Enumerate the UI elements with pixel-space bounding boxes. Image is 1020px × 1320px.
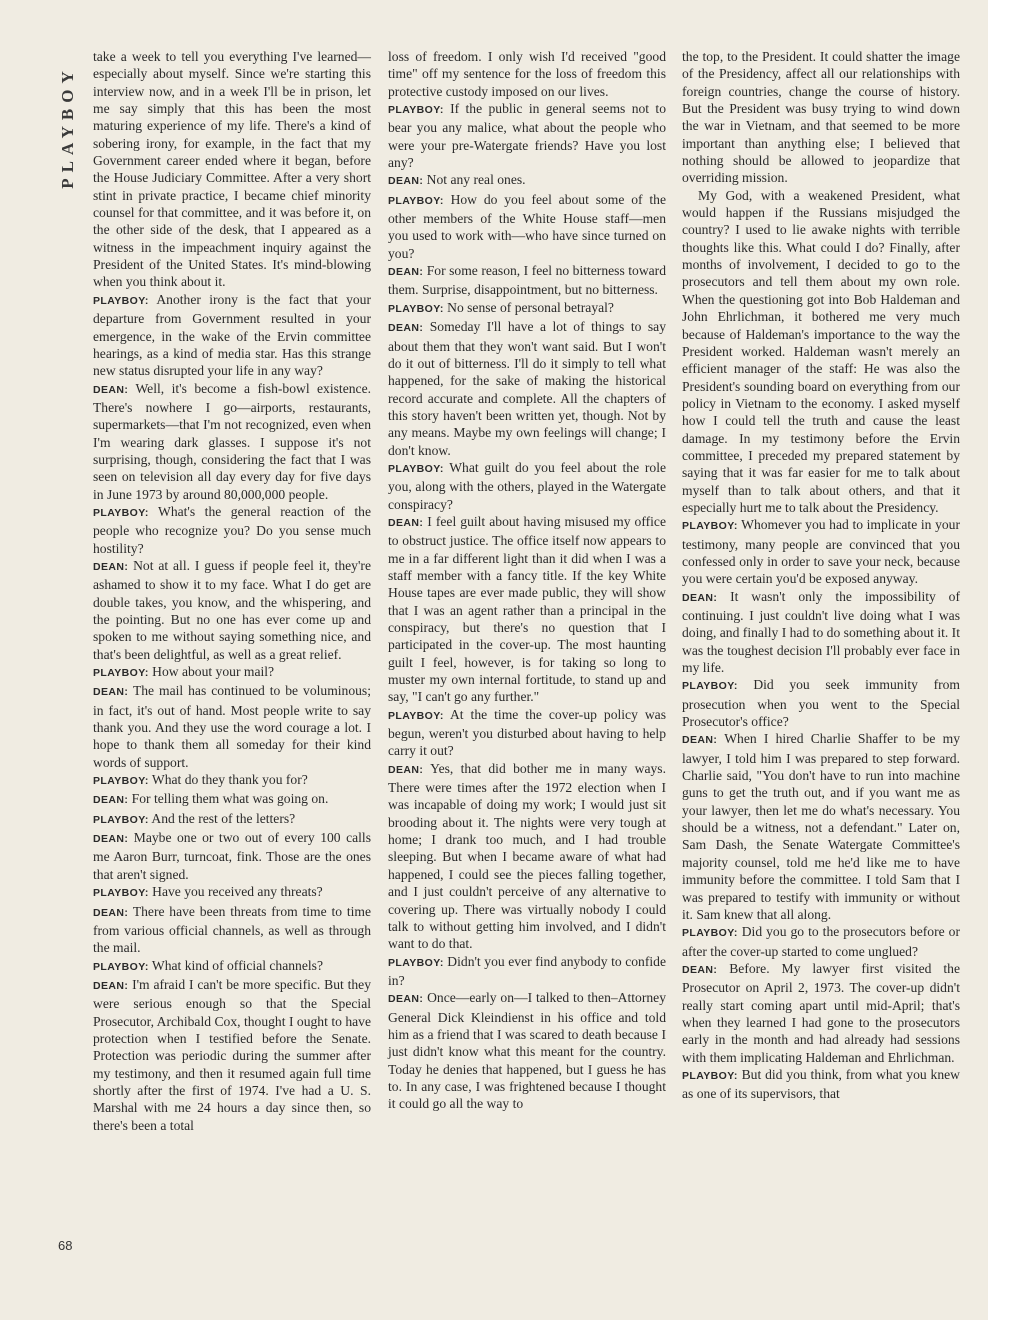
paragraph-text: Well, it's become a fish-bowl existence. There's nowhere I go—airports, restaurants, supermarkets—that I'm not recognized, even when I'm wearing dark glasses. I suppose it's not surprising, though, considering the fact that I was seen on television all day every day for five days in June 1973 by around 80,000,000 people. (93, 380, 371, 502)
paragraph-text: the top, to the President. It could shatter the image of the Presidency, affect all our relationships with foreign countries, change the course of history. But the President was busy trying to wind down the war in Vietnam, and that seemed to be more important than anything else; I believed that nothing should be allowed to jeopardize that overriding mission. (682, 49, 960, 186)
speaker-label: DEAN: (93, 560, 129, 573)
speaker-label: PLAYBOY: (93, 667, 149, 680)
speaker-label: DEAN: (388, 266, 424, 279)
paragraph-text: And the rest of the letters? (151, 810, 296, 826)
speaker-label: DEAN: (682, 963, 718, 976)
paragraph-text: The mail has continued to be voluminous; in fact, it's out of hand. Most people write to say thank you. And they use the word courage a lot. I hope to thank them all someday for their kind words of support. (93, 683, 371, 770)
body-paragraph (388, 48, 666, 100)
interview-exchange (93, 503, 371, 557)
speaker-label: PLAYBOY: (93, 775, 149, 788)
interview-exchange (93, 829, 371, 883)
text-column-2 (388, 48, 666, 1113)
paragraph-text: I'm afraid I can't be more specific. But they were serious enough so that the Special Prosecutor, Archibald Cox, thought I ought to have protection when I testified before the Senate. Protection was periodic during the summer after my testimony, and then it resumed again full time shortly after the first of 1974. I've had a U. S. Marshal with me 24 hours a day since then, so there's been a total (93, 976, 371, 1133)
interview-exchange (682, 923, 960, 960)
speaker-label: DEAN: (388, 763, 424, 776)
speaker-label: PLAYBOY: (682, 1069, 738, 1082)
interview-exchange (682, 588, 960, 677)
interview-exchange (93, 976, 371, 1134)
body-paragraph (682, 187, 960, 517)
speaker-label: DEAN: (93, 794, 129, 807)
interview-exchange (93, 957, 371, 976)
interview-exchange (388, 191, 666, 262)
speaker-label: PLAYBOY: (682, 927, 738, 940)
paragraph-text: What kind of official channels? (151, 957, 323, 973)
interview-exchange (388, 706, 666, 760)
body-paragraph (93, 48, 371, 291)
interview-exchange (93, 663, 371, 682)
speaker-label: PLAYBOY: (93, 294, 149, 307)
interview-exchange (388, 299, 666, 318)
interview-exchange (682, 1066, 960, 1103)
paragraph-text: How about your mail? (152, 664, 275, 680)
paragraph-text: What do they thank you for? (151, 772, 308, 788)
speaker-label: DEAN: (388, 322, 424, 335)
speaker-label: PLAYBOY: (388, 104, 444, 117)
interview-exchange (93, 557, 371, 663)
paragraph-text: For telling them what was going on. (131, 791, 329, 807)
paragraph-text: When I hired Charlie Shaffer to be my lawyer, I told him I was prepared to step forward. Charlie said, "You don't have to run into machine guns to get the truth out, and if you want me as your lawyer, then let me do what's necessary. You should be a witness, not a defendant." Later on, Sam Dash, the Senate Watergate Committee's majority counsel, told me he'd like me to have immunity before the committee. I told Sam that I was prepared to testify with immunity or without it. Sam knew that all along. (682, 731, 961, 922)
interview-exchange (93, 380, 371, 503)
interview-exchange (93, 903, 371, 957)
paragraph-text: Not at all. I guess if people feel it, they're ashamed to show it to my face. What I do get are double takes, you know, and the whispering, and the pointing. But no one has ever come up and spoken to me without saying something nice, and that's been delightful, as well as a great relief. (93, 557, 371, 662)
paragraph-text: But did you think, from what you knew as one of its supervisors, that (682, 1066, 960, 1102)
paragraph-text: How do you feel about some of the other members of the White House staff—men you used to work with—who have since turned on you? (388, 191, 666, 261)
paragraph-text: It wasn't only the impossibility of continuing. I just couldn't live doing what I was doing, and finally I had to do something about it. It was the toughest decision I'll probably ever face in my life. (682, 588, 961, 676)
speaker-label: DEAN: (93, 686, 129, 699)
speaker-label: PLAYBOY: (388, 709, 444, 722)
interview-exchange (682, 516, 960, 587)
paragraph-text: I feel guilt about having misused my office to obstruct justice. The office itself now appears to me in a far different light than it did when I was a staff member with a fancy title. If the key White House tapes are ever made public, they will show that I was an agent rather than a principal in the conspiracy, but there's no question that I participated in the cover-up. The most haunting guilt I feel, however, is for taking so long to muster my own internal fortitude, to stand up and say, "I can't go any further." (388, 513, 666, 705)
interview-exchange (682, 676, 960, 730)
interview-exchange (388, 953, 666, 990)
paragraph-text: Yes, that did bother me in many ways. There were times after the 1972 election when I was incapable of doing my work; I would just sit brooding about it. The nights were very tough at home; I drank too much, and I had trouble sleeping. But when I became aware of what had happened, I could see the pieces falling together, and I just couldn't perceive of any alternative to covering up. There was virtually nobody I could talk to without getting him involved, and I didn't want to do that. (388, 760, 666, 952)
interview-exchange (93, 790, 371, 809)
speaker-label: PLAYBOY: (682, 520, 738, 533)
interview-exchange (388, 100, 666, 171)
paragraph-text: Someday I'll have a lot of things to say about them that they won't want said. But I won't do it out of bitterness. I'll do it simply to tell what happened, for the sake of making the historical record accurate and complete. All the chapters of this story haven't been written yet, though. Not by any means. Maybe my own feelings will change; I don't know. (388, 319, 666, 458)
speaker-label: PLAYBOY: (682, 680, 738, 693)
interview-exchange (388, 760, 666, 953)
speaker-label: PLAYBOY: (93, 887, 149, 900)
speaker-label: DEAN: (93, 833, 129, 846)
speaker-label: PLAYBOY: (388, 302, 444, 315)
paragraph-text: My God, with a weakened President, what would happen if the Russians misjudged the country? I used to lie awake nights with terrible thoughts like this. What could I do? Finally, after months of involvement, I decided to go to the prosecutors and tell them about my own role. When the questioning got into Bob Haldeman and John Ehrlichman, it bothered me very much because of Haldeman's importance to the way the President worked. Haldeman wasn't merely an efficient manager of the staff: He was also the President's sounding board on everything from our policy in Vietnam to the economy. I asked myself how I could tell the truth and cause the least damage. In my testimony before the Ervin committee, I preceded my prepared statement by saying that it was far easier for me to talk about myself than to talk about others, and that it especially hurt me to talk about the Presidency. (682, 187, 960, 515)
paragraph-text: Have you received any threats? (152, 884, 323, 900)
paragraph-text: There have been threats from time to time from various official channels, as well as through the mail. (93, 903, 372, 956)
paragraph-text: Did you seek immunity from prosecution when you went to the Special Prosecutor's office? (682, 677, 960, 730)
interview-exchange (93, 291, 371, 380)
paragraph-text: take a week to tell you everything I've learned—especially about myself. Since we're starting this interview now, and in a week I'll be in prison, let me say simply that this has been the most maturing experience of my life. There's a kind of sobering irony, for example, in the fact that my Government career ended where it began, before the House Judiciary Committee. After a very short stint in private practice, I became chief minority counsel for that committee, and it was before it, on the other side of the desk, that I appeared as a witness in the impeachment inquiry against the President of the United States. It's mind-blowing when you think about it. (93, 49, 371, 290)
paragraph-text: At the time the cover-up policy was begun, weren't you disturbed about having to help carry it out? (388, 706, 667, 759)
speaker-label: DEAN: (388, 516, 424, 529)
paragraph-text: Maybe one or two out of every 100 calls me Aaron Burr, turncoat, fink. Those are the ones that aren't signed. (93, 830, 371, 882)
speaker-label: DEAN: (682, 591, 718, 604)
paragraph-text: No sense of personal betrayal? (447, 299, 614, 315)
speaker-label: DEAN: (388, 993, 424, 1006)
interview-exchange (388, 513, 666, 706)
interview-exchange (388, 262, 666, 299)
speaker-label: PLAYBOY: (388, 462, 444, 475)
speaker-label: PLAYBOY: (388, 956, 444, 969)
paragraph-text: What's the general reaction of the people who recognize you? Do you sense much hostility? (93, 503, 371, 556)
interview-exchange (682, 960, 960, 1066)
interview-exchange (388, 989, 666, 1112)
paragraph-text: Whomever you had to implicate in your testimony, many people are convinced that you confessed only in order to save your neck, because you were certain you'd be exposed anyway. (682, 517, 960, 587)
text-column-3 (682, 48, 960, 1103)
paragraph-text: What guilt do you feel about the role you, along with the others, played in the Watergate conspiracy? (388, 459, 667, 512)
body-paragraph (682, 48, 960, 187)
speaker-label: DEAN: (93, 906, 129, 919)
paragraph-text: Before. My lawyer first visited the Prosecutor on April 2, 1973. The cover-up didn't really start coming apart until mid-April; that's when they learned I had gone to the prosecutors early in the month and had already had sessions with them implicating Haldeman and Ehrlichman. (682, 960, 961, 1065)
interview-exchange (388, 171, 666, 190)
interview-exchange (93, 883, 371, 902)
speaker-label: DEAN: (93, 979, 129, 992)
speaker-label: PLAYBOY: (388, 194, 444, 207)
paragraph-text: For some reason, I feel no bitterness toward them. Surprise, disappointment, but no bitterness. (388, 263, 666, 298)
masthead-text: PLAYBOY (58, 65, 77, 189)
interview-exchange (388, 318, 666, 459)
page-number: 68 (58, 1238, 73, 1253)
paragraph-text: loss of freedom. I only wish I'd received "good time" off my sentence for the loss of freedom this protective custody imposed on our lives. (388, 49, 666, 99)
interview-exchange (93, 682, 371, 771)
interview-exchange (682, 730, 960, 923)
paragraph-text: Not any real ones. (426, 172, 526, 188)
speaker-label: PLAYBOY: (93, 813, 149, 826)
speaker-label: DEAN: (93, 383, 129, 396)
magazine-masthead (48, 52, 88, 202)
interview-exchange (93, 810, 371, 829)
paragraph-text: Did you go to the prosecutors before or after the cover-up started to come unglued? (682, 924, 960, 959)
interview-exchange (388, 459, 666, 513)
speaker-label: PLAYBOY: (93, 960, 149, 973)
speaker-label: DEAN: (682, 734, 718, 747)
paragraph-text: Another irony is the fact that your departure from Government resulted in your emergence, in the wake of the Ervin committee hearings, as a kind of media star. Has this strange new status disrupted your life in any way? (93, 291, 371, 379)
speaker-label: PLAYBOY: (93, 506, 149, 519)
paragraph-text: If the public in general seems not to bear you any malice, what about the people who were your pre-Watergate friends? Have you lost any? (388, 101, 666, 171)
paragraph-text: Didn't you ever find anybody to confide in? (388, 953, 666, 988)
paragraph-text: Once—early on—I talked to then–Attorney General Dick Kleindienst in his office and told him as a friend that I was scared to death because I just didn't know what this meant for the country. Today he denies that happened, but I guess he has to. In any case, I was frightened because I thought it could go all the way to (388, 990, 666, 1112)
interview-exchange (93, 771, 371, 790)
speaker-label: DEAN: (388, 175, 424, 188)
text-column-1 (93, 48, 371, 1134)
